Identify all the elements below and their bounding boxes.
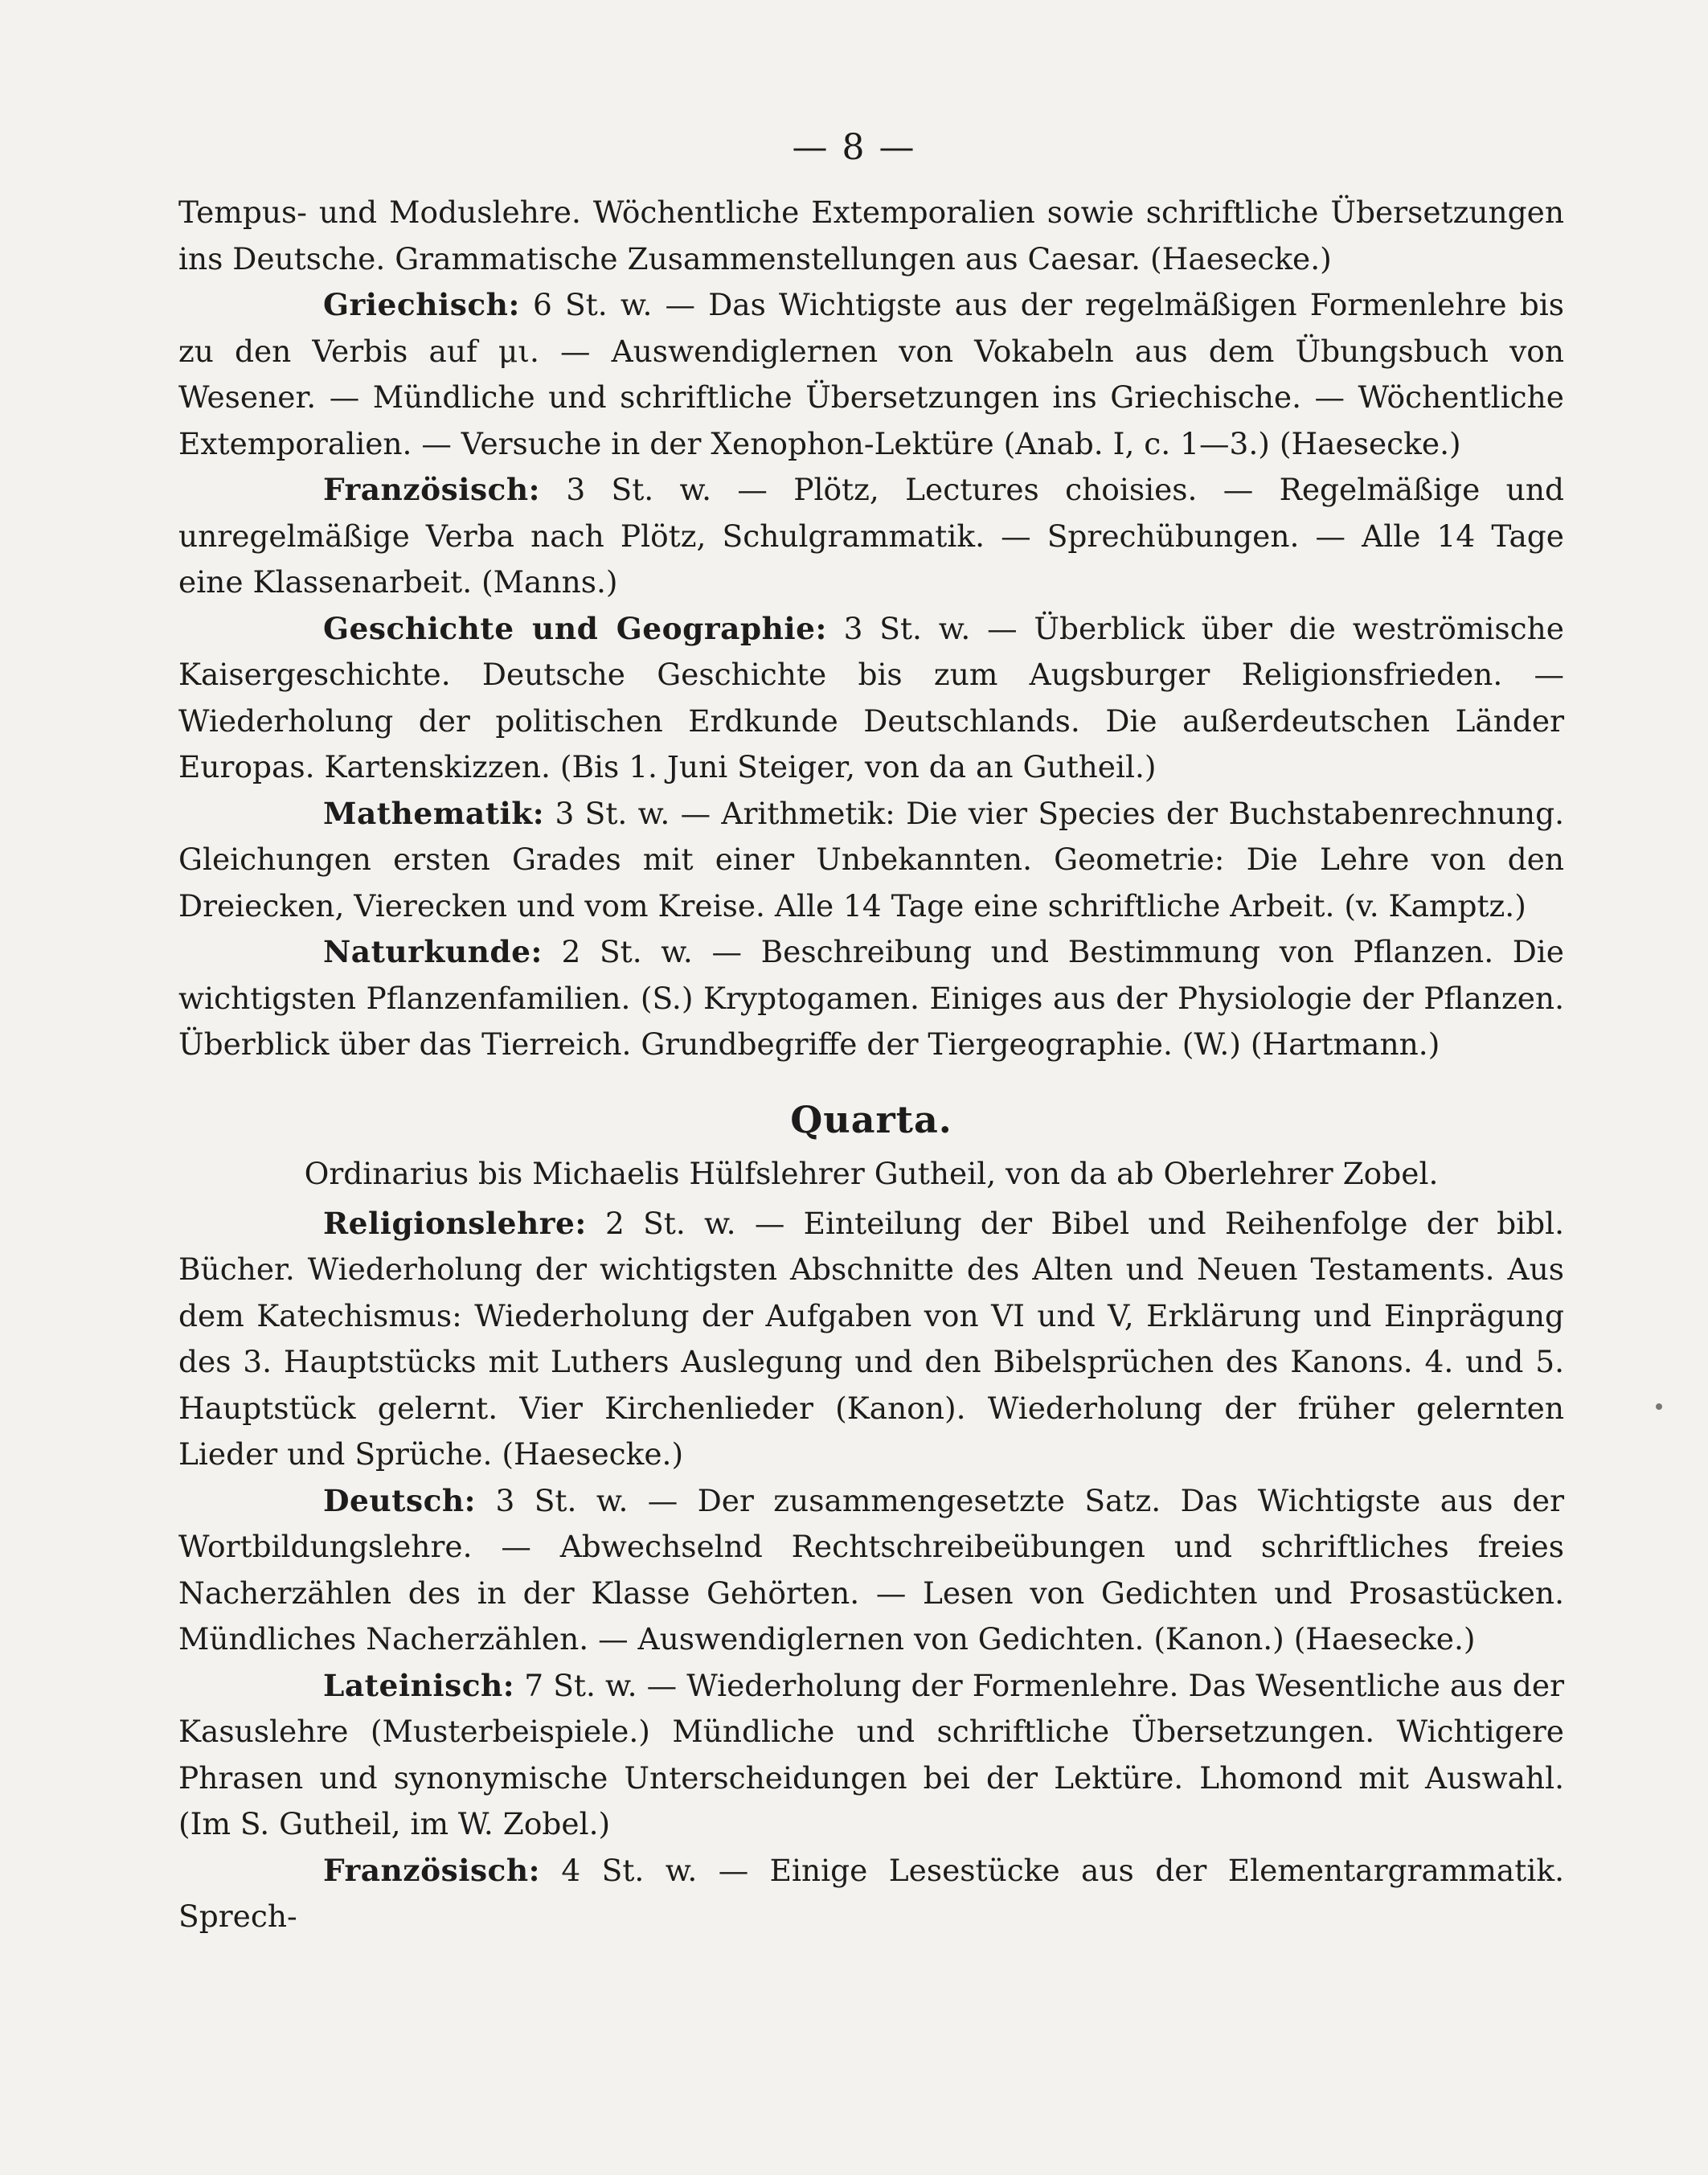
section-text: 6 St. w. — Das Wichtigste aus der regelmäßigen Formenlehre bis zu den Verbis auf μι. — Auswendiglernen von Vokabeln aus dem Übungsbuch von Wesener. — Mündliche und schriftliche Übersetzungen ins Griechische. — Wöchentliche Extemporalien. — Versuche in der Xenophon-Lektüre (Anab. I, c. 1—3.) (Haesecke.) <box>178 287 1565 461</box>
section-naturkunde <box>178 929 1564 1068</box>
section-label: Deutsch: <box>323 1482 477 1518</box>
section-text: 2 St. w. — Einteilung der Bibel und Reihenfolge der bibl. Bücher. Wiederholung der wichtigsten Abschnitte des Alten und Neuen Testaments. Aus dem Katechismus: Wiederholung der Aufgaben von VI und V, Erklärung und Einprägung des 3. Hauptstücks mit Luthers Auslegung und den Bibelsprüchen des Kanons. 4. und 5. Hauptstück gelernt. Vier Kirchenlieder (Kanon). Wiederholung der früher gelernten Lieder und Sprüche. (Haesecke.) <box>178 1205 1564 1472</box>
margin-dot <box>1656 1403 1662 1410</box>
section-franzoesisch <box>178 467 1564 606</box>
section-religionslehre <box>178 1201 1564 1478</box>
section-lateinisch <box>178 1663 1564 1848</box>
section-label: Lateinisch: <box>323 1667 515 1703</box>
section-text: 3 St. w. — Der zusammengesetzte Satz. Das Wichtigste aus der Wortbildungslehre. — Abwechselnd Rechtschreibeübungen und schriftliches freies Nacherzählen des in der Klasse Gehörten. — Lesen von Gedichten und Prosastücken. Mündliches Nacherzählen. — Auswendiglernen von Gedichten. (Kanon.) (Haesecke.) <box>178 1482 1565 1657</box>
section-text: 3 St. w. — Plötz, Lectures choisies. — Regelmäßige und unregelmäßige Verba nach Plötz, Schulgrammatik. — Sprechübungen. — Alle 14 Tage eine Klassenarbeit. (Manns.) <box>178 472 1564 600</box>
sections-before-heading <box>178 282 1564 1068</box>
page-number: — 8 — <box>792 127 916 168</box>
section-franzoesisch-quarta <box>178 1848 1564 1940</box>
section-geschichte <box>178 606 1564 791</box>
section-label: Französisch: <box>323 1852 541 1888</box>
section-label: Naturkunde: <box>323 934 543 969</box>
intro-paragraph: Tempus- und Moduslehre. Wöchentliche Extemporalien sowie schriftliche Übersetzungen ins Deutsche. Grammatische Zusammenstellungen aus Caesar. (Haesecke.) <box>178 195 1564 276</box>
section-label: Geschichte und Geographie: <box>323 610 827 646</box>
section-deutsch <box>178 1478 1564 1663</box>
section-mathematik <box>178 791 1564 930</box>
section-text: 3 St. w. — Überblick über die weströmische Kaisergeschichte. Deutsche Geschichte bis zum Augsburger Religionsfrieden. — Wiederholung der politischen Erdkunde Deutschlands. Die außerdeutschen Länder Europas. Kartenskizzen. (Bis 1. Juni Steiger, von da an Gutheil.) <box>178 610 1564 784</box>
section-text: 4 St. w. — Einige Lesestücke aus der Elementargrammatik. Sprech- <box>178 1852 1564 1934</box>
section-label: Griechisch: <box>323 287 520 322</box>
section-label: Französisch: <box>323 472 541 507</box>
section-griechisch <box>178 282 1564 467</box>
page-body <box>178 190 1564 1940</box>
section-text: 7 St. w. — Wiederholung der Formenlehre. Das Wesentliche aus der Kasuslehre (Musterbeispiele.) Mündliche und schriftliche Übersetzungen. Wichtigere Phrasen und synonymische Unterscheidungen bei der Lektüre. Lhomond mit Auswahl. (Im S. Gutheil, im W. Zobel.) <box>178 1667 1565 1841</box>
class-heading: Quarta. <box>790 1097 952 1141</box>
section-label: Religionslehre: <box>323 1205 587 1241</box>
section-text: 2 St. w. — Beschreibung und Bestimmung von Pflanzen. Die wichtigsten Pflanzenfamilien. (S.) Kryptogamen. Einiges aus der Physiologie der Pflanzen. Überblick über das Tierreich. Grundbegriffe der Tiergeographie. (W.) (Hartmann.) <box>178 934 1564 1062</box>
section-text: 3 St. w. — Arithmetik: Die vier Species der Buchstabenrechnung. Gleichungen ersten Grades mit einer Unbekannten. Geometrie: Die Lehre von den Dreiecken, Vierecken und vom Kreise. Alle 14 Tage eine schriftliche Arbeit. (v. Kamptz.) <box>178 795 1565 924</box>
section-label: Mathematik: <box>323 795 545 831</box>
sections-after-heading <box>178 1201 1564 1940</box>
ordinarius-line: Ordinarius bis Michaelis Hülfslehrer Gutheil, von da ab Oberlehrer Zobel. <box>304 1156 1439 1191</box>
